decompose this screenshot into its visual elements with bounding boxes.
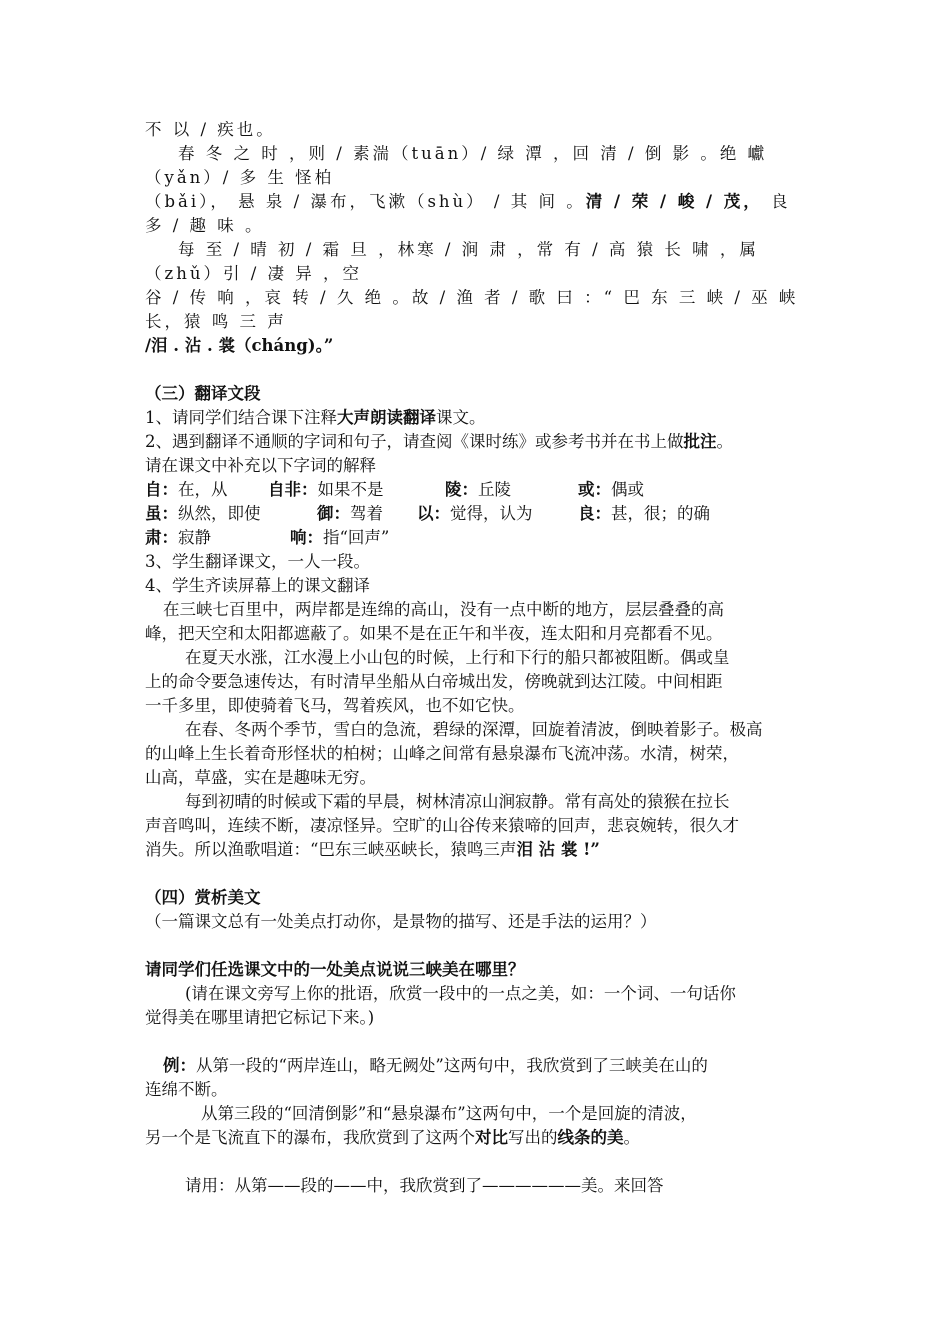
vocab-term: 良： bbox=[578, 504, 611, 523]
section-subtitle: （一篇课文总有一处美点打动你，是景物的描写、还是手法的运用？） bbox=[145, 912, 657, 931]
translation-line: 一千多里，即使骑着飞马，驾着疾风，也不如它快。 bbox=[145, 696, 525, 715]
vocab-def: 指“回声” bbox=[323, 528, 390, 547]
vocab-term: 或： bbox=[578, 480, 611, 499]
step-text: 课文。 bbox=[436, 408, 486, 427]
step-3: 3、学生翻译课文，一人一段。 bbox=[145, 552, 370, 571]
poem-emphasis: 清 / 荣 / 峻 / 茂， bbox=[585, 192, 763, 211]
poem-line: 春 冬 之 时 ，则 / 素湍（tuān）/ 绿 潭 ，回 清 / 倒 影 。绝 巘（yǎn）/ 多 生 怪柏 bbox=[145, 144, 768, 187]
vocab-intro: 请在课文中补充以下字词的解释 bbox=[145, 456, 376, 475]
poem-line: 不 以 / 疾也。 bbox=[145, 120, 276, 139]
poem-text: （bǎi）， 悬 泉 / 瀑布，飞漱（shù） / 其 间 。 bbox=[145, 192, 586, 211]
vocab-def: 觉得，认为 bbox=[450, 504, 533, 523]
vocab-term: 御： bbox=[317, 504, 350, 523]
vocab-term: 响： bbox=[290, 528, 323, 547]
vocab-term: 肃： bbox=[145, 528, 178, 547]
step-2 bbox=[145, 430, 810, 454]
vocab-def: 甚，很；的确 bbox=[611, 504, 710, 523]
example-text: 写出的 bbox=[508, 1128, 558, 1147]
vocab-term: 以： bbox=[417, 504, 450, 523]
translation-line: 上的命令要急速传达，有时清早坐船从白帝城出发，傍晚就到达江陵。中间相距 bbox=[145, 672, 723, 691]
example-text: 从第一段的“两岸连山，略无阙处”这两句中，我欣赏到了三峡美在山的 bbox=[196, 1056, 708, 1075]
poem-line bbox=[145, 190, 810, 238]
step-4: 4、学生齐读屏幕上的课文翻译 bbox=[145, 576, 370, 595]
document-page bbox=[145, 118, 810, 1198]
example-line bbox=[145, 1054, 810, 1078]
step-emphasis: 大声朗读翻译 bbox=[337, 408, 436, 427]
task-question: 请同学们任选课文中的一处美点说说三峡美在哪里？ bbox=[145, 960, 525, 979]
vocab-row bbox=[145, 526, 810, 550]
example-emphasis: 线条的美 bbox=[557, 1128, 624, 1147]
step-text: 。 bbox=[716, 432, 733, 451]
vocab-term: 虽： bbox=[145, 504, 178, 523]
example-text: 。 bbox=[623, 1128, 640, 1147]
translation-line bbox=[145, 838, 810, 862]
vocab-row bbox=[145, 502, 810, 526]
vocab-def: 偶或 bbox=[611, 480, 644, 499]
task-note: (请在课文旁写上你的批语，欣赏一段中的一点之美，如：一个词、一句话你 bbox=[185, 984, 736, 1003]
poem-line: /泪 . 沾 . 裳（cháng)。” bbox=[145, 336, 334, 355]
translation-line: 峰，把天空和太阳都遮蔽了。如果不是在正午和半夜，连太阳和月亮都看不见。 bbox=[145, 624, 723, 643]
translation-line: 在春、冬两个季节，雪白的急流，碧绿的深潭，回旋着清波，倒映着影子。极高 bbox=[185, 720, 763, 739]
vocab-def: 纵然，即使 bbox=[178, 504, 261, 523]
translation-emphasis: 泪 沾 裳 !” bbox=[516, 840, 600, 859]
step-1 bbox=[145, 406, 810, 430]
translation-text: 消失。所以渔歌唱道：“巴东三峡巫峡长，猿鸣三声 bbox=[145, 840, 517, 859]
example-text: 另一个是飞流直下的瀑布，我欣赏到了这两个 bbox=[145, 1128, 475, 1147]
step-emphasis: 批注 bbox=[683, 432, 717, 451]
translation-line: 声音鸣叫，连续不断，凄凉怪异。空旷的山谷传来猿啼的回声，悲哀婉转，很久才 bbox=[145, 816, 739, 835]
translation-line: 每到初晴的时候或下霜的早晨，树林清凉山涧寂静。常有高处的猿猴在拉长 bbox=[185, 792, 730, 811]
translation-line: 在三峡七百里中，两岸都是连绵的高山，没有一点中断的地方，层层叠叠的高 bbox=[163, 600, 724, 619]
vocab-term: 陵： bbox=[445, 480, 478, 499]
step-text: 2、遇到翻译不通顺的字词和句子，请查阅《课时练》或参考书并在书上做 bbox=[145, 432, 684, 451]
poem-line: 每 至 / 晴 初 / 霜 旦 ，林寒 / 涧 肃 ，常 有 / 高 猿 长 啸 ，属（zhǔ）引 / 凄 异 ，空 bbox=[145, 240, 759, 283]
translation-line: 山高，草盛，实在是趣味无穷。 bbox=[145, 768, 376, 787]
poem-line: 谷 / 传 响 ，哀 转 / 久 绝 。故 / 渔 者 / 歌 曰 ：“ 巴 东 三 峡 / 巫 峡 长，猿 鸣 三 声 bbox=[145, 288, 807, 331]
vocab-term: 自非： bbox=[268, 480, 318, 499]
vocab-row bbox=[145, 478, 810, 502]
example-line bbox=[145, 1126, 810, 1150]
vocab-def: 寂静 bbox=[178, 528, 211, 547]
step-text: 1、请同学们结合课下注释 bbox=[145, 408, 337, 427]
vocab-def: 丘陵 bbox=[478, 480, 511, 499]
poem-text: 良 多 / 趣 味 。 bbox=[145, 192, 799, 235]
vocab-def: 如果不是 bbox=[317, 480, 384, 499]
section-title: （三）翻译文段 bbox=[145, 384, 261, 403]
example-line: 连绵不断。 bbox=[145, 1080, 228, 1099]
answer-template: 请用：从第——段的——中，我欣赏到了——————美。来回答 bbox=[185, 1176, 664, 1195]
example-emphasis: 对比 bbox=[475, 1128, 508, 1147]
example-label: 例： bbox=[163, 1056, 196, 1075]
vocab-term: 自： bbox=[145, 480, 178, 499]
section-title: （四）赏析美文 bbox=[145, 888, 261, 907]
translation-line: 的山峰上生长着奇形怪状的柏树；山峰之间常有悬泉瀑布飞流冲荡。水清，树荣， bbox=[145, 744, 739, 763]
vocab-def: 驾着 bbox=[350, 504, 383, 523]
vocab-def: 在，从 bbox=[178, 480, 228, 499]
translation-line: 在夏天水涨，江水漫上小山包的时候，上行和下行的船只都被阻断。偶或皇 bbox=[185, 648, 730, 667]
task-note: 觉得美在哪里请把它标记下来。) bbox=[145, 1008, 375, 1027]
example-line: 从第三段的“回清倒影”和“悬泉瀑布”这两句中，一个是回旋的清波， bbox=[201, 1104, 697, 1123]
